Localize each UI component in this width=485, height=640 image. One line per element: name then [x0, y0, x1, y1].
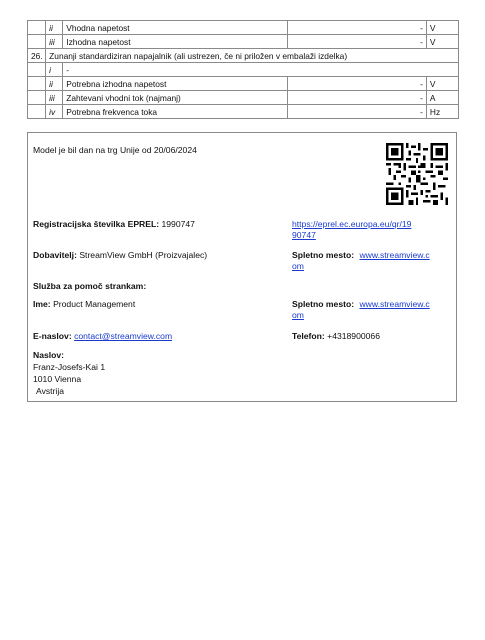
- name-label: Ime:: [33, 299, 51, 309]
- eprel-number: 1990747: [161, 219, 195, 229]
- support-website-label: Spletno mesto:: [292, 299, 355, 309]
- support-website-link-cont[interactable]: om: [292, 310, 304, 320]
- support-heading-text: Služba za pomoč strankam:: [33, 281, 147, 291]
- address-label: Naslov:: [33, 350, 65, 360]
- address-label-wrap: [33, 350, 64, 361]
- row-number: [28, 63, 46, 77]
- address-line-3: Avstrija: [36, 386, 65, 396]
- website-link-cont[interactable]: om: [292, 261, 304, 271]
- table-row: [28, 77, 459, 91]
- address-line-2: 1010 Vienna: [33, 374, 82, 384]
- row-number: [28, 91, 46, 105]
- row-section-title: Zunanji standardiziran napajalnik (ali ustrezen, če ni priložen v embalaži izdelka): [46, 49, 427, 63]
- email-link[interactable]: contact@streamview.com: [74, 331, 173, 341]
- table-row: [28, 91, 459, 105]
- website-label: Spletno mesto:: [292, 250, 355, 260]
- row-label: Zahtevani vhodni tok (najmanj): [63, 91, 288, 105]
- row-value: -: [287, 105, 426, 119]
- support-website-link[interactable]: www.streamview.c: [359, 299, 430, 309]
- eprel-label: Registracijska številka EPREL:: [33, 219, 160, 229]
- table-row: [28, 105, 459, 119]
- table-row: [28, 63, 459, 77]
- market-date-text: Model je bil dan na trg Unije od 20/06/2024: [33, 145, 197, 155]
- supplier-row: [33, 250, 207, 261]
- row-unit: Hz: [426, 105, 458, 119]
- row-label: Potrebna frekvenca toka: [63, 105, 288, 119]
- table-row: [28, 35, 459, 49]
- row-number: [28, 105, 46, 119]
- support-heading: [33, 281, 146, 292]
- row-value: -: [287, 91, 426, 105]
- email-row: [33, 331, 172, 342]
- row-number: [28, 35, 46, 49]
- table-row: [28, 21, 459, 35]
- name-value: Product Management: [53, 299, 136, 309]
- row-label: Potrebna izhodna napetost: [63, 77, 288, 91]
- row-unit: [426, 49, 458, 63]
- spec-table: [27, 20, 459, 119]
- supplier-name: StreamView GmbH (Proizvajalec): [79, 250, 208, 260]
- row-label: -: [63, 63, 459, 77]
- row-sub-index: i: [46, 63, 63, 77]
- qr-code-icon[interactable]: [386, 143, 448, 205]
- row-number: [28, 21, 46, 35]
- supplier-info-box: [27, 132, 457, 402]
- row-sub-index: iv: [46, 105, 63, 119]
- support-website-row: [292, 299, 430, 310]
- email-label: E-naslov:: [33, 331, 72, 341]
- eprel-link[interactable]: https://eprel.ec.europa.eu/qr/19: [292, 219, 412, 229]
- row-number: 26.: [28, 49, 46, 63]
- website-link[interactable]: www.streamview.c: [359, 250, 430, 260]
- row-unit: V: [426, 35, 458, 49]
- row-unit: V: [426, 77, 458, 91]
- eprel-link-cont[interactable]: 90747: [292, 230, 316, 240]
- row-sub-index: iii: [46, 35, 63, 49]
- phone-row: [292, 331, 380, 342]
- row-unit: V: [426, 21, 458, 35]
- row-value: -: [287, 77, 426, 91]
- phone-value: +4318900066: [327, 331, 380, 341]
- eprel-row: [33, 219, 195, 230]
- row-number: [28, 77, 46, 91]
- address-line-1: Franz-Josefs-Kai 1: [33, 362, 106, 372]
- row-unit: A: [426, 91, 458, 105]
- supplier-label: Dobavitelj:: [33, 250, 77, 260]
- table-row: [28, 49, 459, 63]
- row-sub-index: ii: [46, 21, 63, 35]
- row-value: -: [287, 35, 426, 49]
- row-sub-index: iii: [46, 91, 63, 105]
- row-value: -: [287, 21, 426, 35]
- row-label: Vhodna napetost: [63, 21, 288, 35]
- row-sub-index: ii: [46, 77, 63, 91]
- phone-label: Telefon:: [292, 331, 325, 341]
- row-label: Izhodna napetost: [63, 35, 288, 49]
- website-row: [292, 250, 430, 261]
- contact-name-row: [33, 299, 135, 310]
